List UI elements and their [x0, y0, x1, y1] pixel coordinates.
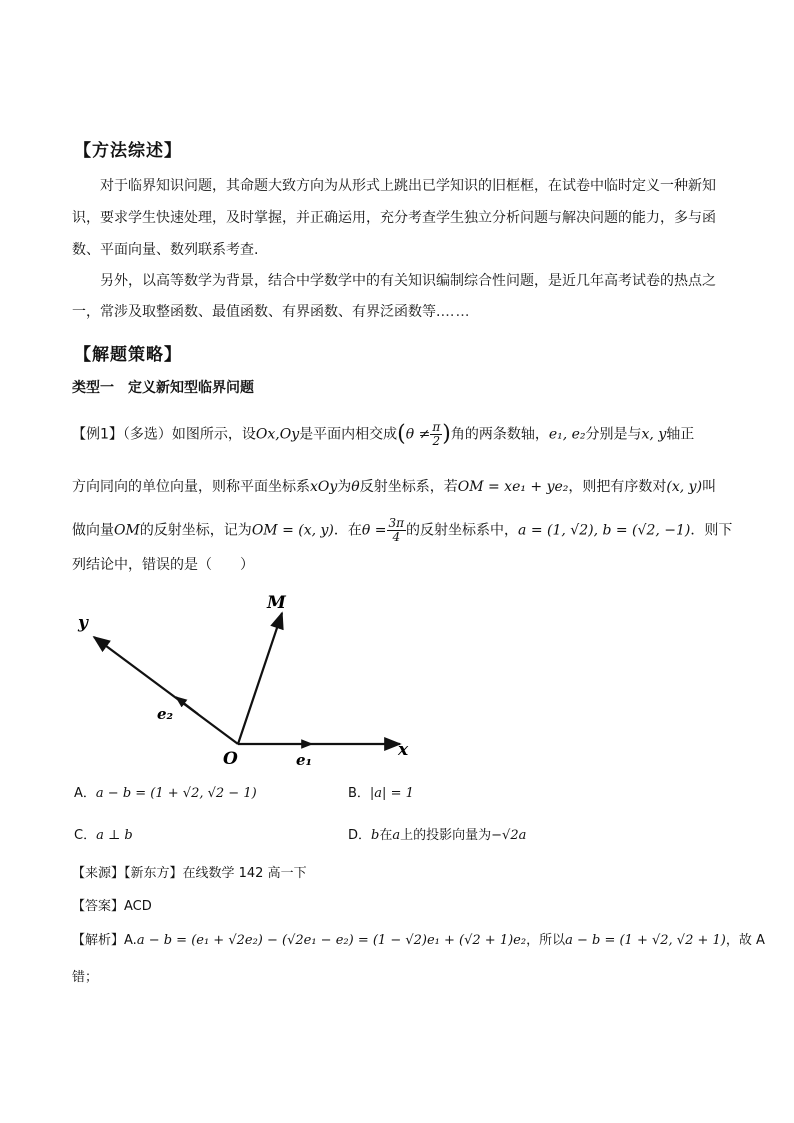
x-axis-label: x: [398, 740, 409, 760]
example-text: 为: [337, 479, 352, 495]
analysis-text: ，故 A: [725, 933, 765, 948]
math-xoy: xOy: [310, 479, 338, 495]
paragraph-line: 对于临界知识问题，其命题大致方向为从形式上跳出已学知识的旧框框，在试卷中临时定义一种新知: [100, 178, 716, 194]
paragraph-line: 数、平面向量、数列联系考查.: [72, 242, 259, 258]
analysis-line-1: [72, 931, 765, 951]
example-text: 【例1】（多选）如图所示，设: [72, 426, 256, 443]
fraction-denominator: 2: [432, 434, 441, 448]
math-xy: x, y: [641, 426, 667, 443]
answer-line: 【答案】ACD: [72, 899, 152, 914]
e1-label: e₁: [296, 751, 313, 769]
option-b: [348, 784, 414, 804]
m-point-label: M: [267, 593, 286, 613]
analysis-expression: a − b = (e₁ + √2e₂) − (√2e₁ − e₂) = (1 − √2)e₁ + (√2 + 1)e₂: [136, 933, 527, 948]
math-om-coords: OM = (x, y): [251, 522, 334, 539]
example-text: ．则下: [690, 522, 733, 539]
math-b: b: [371, 828, 380, 843]
example-text: ，则把有序数对: [568, 479, 667, 495]
paragraph-line: 另外，以高等数学为背景，结合中学数学中的有关知识编制综合性问题，是近几年高考试卷的热点之: [100, 273, 716, 289]
fraction-pi-over-2: [430, 421, 442, 448]
oblique-coordinate-figure: [60, 585, 440, 775]
example-text: 方向同向的单位向量，则称平面坐标系: [72, 479, 310, 495]
option-c-expression: a ⊥ b: [96, 828, 133, 843]
example-text: 是平面内相交成: [299, 426, 398, 443]
type-label: 类型一 定义新知型临界问题: [72, 380, 254, 396]
e2-vector: [176, 697, 198, 714]
option-label: C．: [74, 828, 97, 843]
y-axis-label: y: [78, 613, 88, 633]
example-text: ．在: [333, 522, 362, 539]
source-line: 【来源】【新东方】在线数学 142 高一下: [72, 866, 307, 881]
option-label: D．: [348, 828, 372, 843]
math-theta: θ =: [361, 522, 387, 539]
example-text: 分别是与: [585, 426, 642, 443]
example-line-1: 【例1】（多选）如图所示，设Ox,Oy是平面内相交成(θ ≠ $\frac{\pi}{2}$ )角的两条数轴，e₁, e₂分别是与x, y轴正: [72, 420, 695, 448]
paragraph-line: 识，要求学生快速处理，及时掌握，并正确运用，充分考查学生独立分析问题与解决问题的能力，多与函: [72, 210, 716, 226]
example-text: 反射坐标系，若: [359, 479, 458, 495]
analysis-text: 【解析】A.: [72, 933, 137, 948]
option-a-expression: a − b = (1 + √2, √2 − 1): [95, 786, 257, 801]
example-line-2: [72, 477, 732, 497]
fraction-3pi-over-4: [387, 517, 407, 544]
option-label: A．: [74, 786, 96, 801]
option-d-expression: −√2a: [491, 828, 527, 843]
analysis-expression: a − b = (1 + √2, √2 + 1): [565, 933, 726, 948]
example-text: 做向量: [72, 522, 114, 539]
math-unit-vectors: e₁, e₂: [548, 426, 586, 443]
math-axes: Ox,Oy: [255, 426, 300, 443]
e2-label: e₂: [157, 705, 174, 723]
example-text: 角的两条数轴，: [450, 426, 549, 443]
option-d: [348, 826, 526, 846]
option-c: [74, 826, 133, 846]
paragraph-line: [72, 302, 732, 322]
fraction-numerator: 3π: [388, 516, 405, 530]
math-theta: θ ≠: [405, 426, 431, 443]
example-line-4: 列结论中，错误的是（ ）: [72, 557, 254, 573]
option-label: B．: [348, 786, 370, 801]
option-b-expression: |a| = 1: [369, 786, 414, 801]
section-title-method-overview: 【方法综述】: [74, 141, 182, 161]
math-ordered-pair: (x, y): [666, 479, 703, 495]
math-om-definition: OM = xe₁ + ye₂: [457, 479, 569, 495]
example-text: 的反射坐标，记为: [139, 522, 252, 539]
example-text: 叫: [702, 479, 717, 495]
om-vector: [238, 613, 282, 744]
math-theta: θ: [351, 479, 360, 495]
analysis-line-2: 错；: [72, 970, 99, 985]
math-om: OM: [114, 522, 140, 539]
paragraph-text: 一，常涉及取整函数、最值函数、有界函数、有界泛函数等.: [72, 304, 441, 320]
section-title-strategy: 【解题策略】: [74, 345, 182, 365]
y-axis: [94, 637, 238, 744]
fraction-denominator: 4: [392, 530, 401, 544]
example-text: 轴正: [666, 426, 695, 443]
option-a: [74, 784, 257, 804]
math-vectors-ab: a = (1, √2), b = (√2, −1): [518, 522, 691, 539]
example-line-3: [72, 517, 732, 544]
math-a: a: [392, 828, 401, 843]
ellipsis: ……: [440, 304, 471, 320]
origin-label: O: [223, 749, 238, 769]
option-text: 在: [379, 828, 393, 843]
analysis-text: ，所以: [526, 933, 566, 948]
example-text: 的反射坐标系中，: [406, 522, 519, 539]
option-text: 上的投影向量为: [400, 828, 492, 843]
fraction-numerator: π: [432, 420, 441, 434]
